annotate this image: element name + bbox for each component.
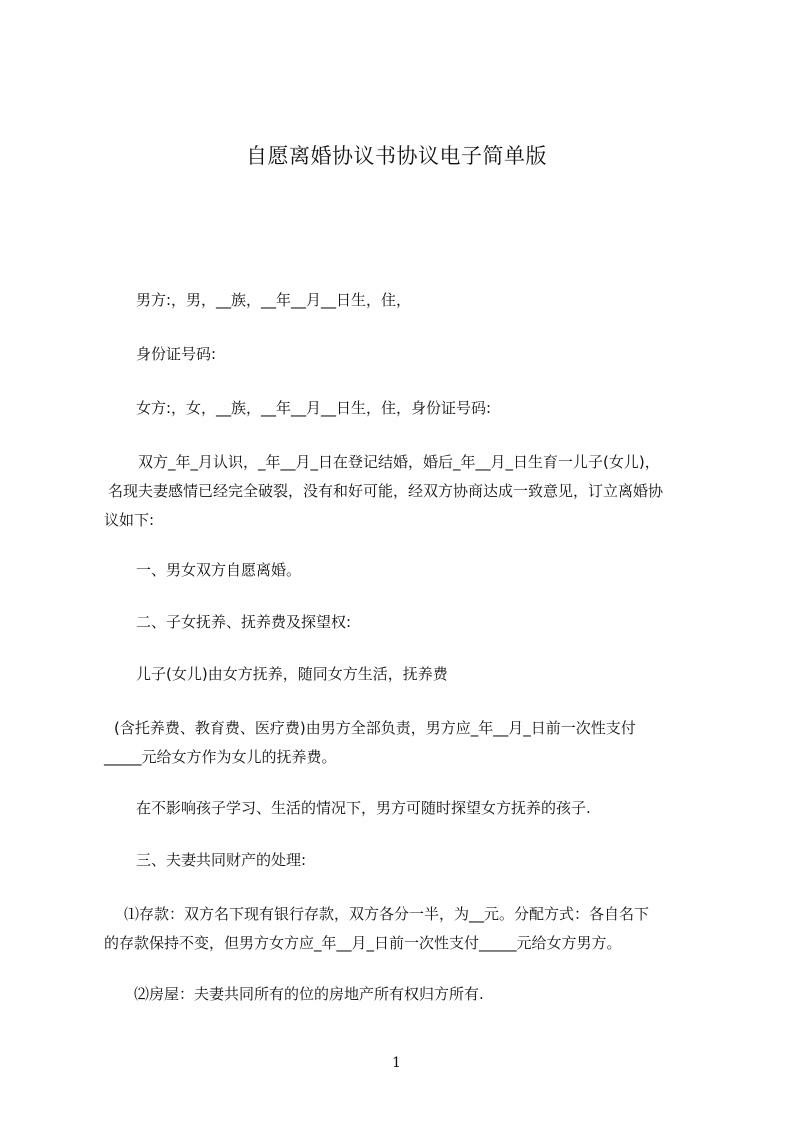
page-number: 1 (392, 1055, 401, 1071)
paragraph-line: 名现夫妻感情已经完全破裂，没有和好可能，经双方协商达成一致意见，订立离婚协 (108, 482, 664, 500)
paragraph-line: ⑴存款：双方名下现有银行存款，双方各分一半，为__元。分配方式：各自名下 (124, 905, 650, 923)
paragraph-line: 一、男女双方自愿离婚。 (136, 561, 302, 579)
paragraph-line: 儿子(女儿)由女方抚养，随同女方生活，抚养费 (136, 665, 448, 683)
paragraph-line: 议如下: (104, 511, 155, 529)
paragraph-support-payment (104, 714, 724, 772)
paragraph-line: 在不影响孩子学习、生活的情况下，男方可随时探望女方抚养的孩子. (136, 799, 591, 817)
paragraph-custody (104, 660, 724, 689)
paragraph-line: 男方:，男，__族，__年__月__日生，住， (136, 291, 412, 309)
paragraph-marriage-background (104, 448, 724, 535)
paragraph-line: 的存款保持不变，但男方女方应_年__月_日前一次性支付_____元给女方男方。 (104, 934, 622, 952)
paragraph-male-id (104, 340, 724, 369)
paragraph-property (104, 980, 724, 1009)
paragraph-line: 女方:，女，__族，__年__月__日生，住，身份证号码: (136, 399, 492, 417)
paragraph-item-two (104, 608, 724, 637)
paragraph-line: _____元给女方作为女儿的抚养费。 (104, 748, 337, 766)
document-title: 自愿离婚协议书协议电子简单版 (246, 144, 547, 168)
paragraph-female-party (104, 394, 724, 423)
paragraph-line: 双方_年_月认识，_年__月_日在登记结婚，婚后_年__月_日生育一儿子(女儿)， (138, 453, 660, 471)
paragraph-visitation (104, 794, 724, 823)
paragraph-item-one (104, 556, 724, 585)
paragraph-item-three (104, 846, 724, 875)
paragraph-line: 三、夫妻共同财产的处理: (136, 851, 307, 869)
paragraph-line: ⑵房屋：夫妻共同所有的位的房地产所有权归方所有. (134, 985, 484, 1003)
paragraph-line: 二、子女抚养、抚养费及探望权: (136, 613, 352, 631)
paragraph-line: 身份证号码: (136, 345, 217, 363)
paragraph-deposits (104, 900, 724, 958)
paragraph-male-party (104, 286, 724, 315)
paragraph-line: (含托养费、教育费、医疗费)由男方全部负责，男方应_年__月_日前一次性支付 (114, 719, 636, 737)
